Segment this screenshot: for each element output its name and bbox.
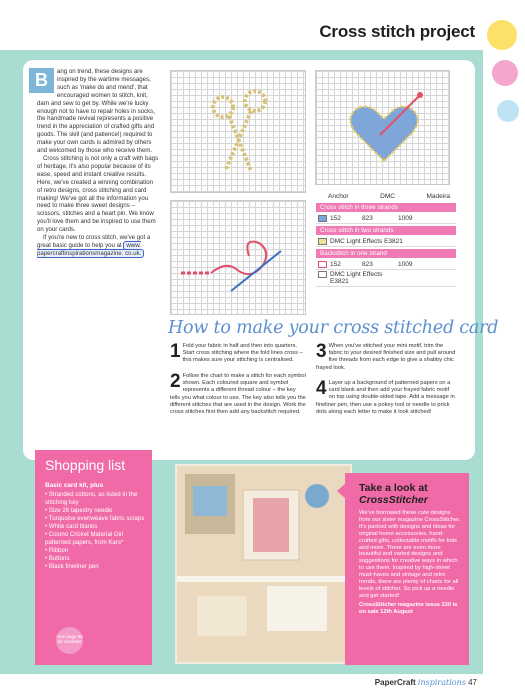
flower-decoration <box>492 60 518 86</box>
list-item: • Ribbon <box>45 547 146 555</box>
needle-chart <box>170 200 306 315</box>
key-header: Anchor DMC Madeira <box>328 193 450 200</box>
feature-body: We've borrowed these cute designs from our sister magazine CrossStitcher. It's packed with designs and ideas for original home accessories, hand-crafted gifts, collectable motifs for kids and more. There are even more beautiful and varied designs and suggestions for creative ways in which to use them. Inspired by high-street must-haves and vintage and retro trends, there are plenty of charts for all levels of stitcher. So pick up a needle and get started! <box>359 510 461 599</box>
howto-title: How to make your cross stitched card <box>168 318 499 338</box>
crossstitcher-feature <box>345 473 469 665</box>
grey-line-swatch-icon <box>318 271 327 278</box>
heart-motif <box>316 71 451 186</box>
scissors-chart <box>170 70 306 193</box>
page-footer: PaperCraft inspirations 47 <box>374 678 477 687</box>
gold-swatch-icon <box>318 238 327 245</box>
list-item: • Black fineliner pen <box>45 563 146 571</box>
scissors-motif <box>171 71 307 194</box>
craft-photo-illustration <box>177 466 350 662</box>
step-4: 4 Layer up a background of patterned papers on a card blank and then add your frayed fabric motif on top using double-sided tape. Add a message in fineliner pen, then use a pokey tool or needle to prick dots along each letter to make it look stitched! <box>316 378 455 415</box>
key-band: Backstitch in one strand <box>316 249 456 258</box>
craft-photo <box>175 464 352 664</box>
list-item: • Buttons <box>45 555 146 563</box>
dropcap: B <box>29 68 54 93</box>
list-item: • Cosmo Cricket Material Girl patterned papers, from Kars* <box>45 531 146 547</box>
arrow-left-icon <box>337 483 346 499</box>
key-row: 152 823 1009 <box>316 260 456 270</box>
magazine-link[interactable]: www. papercraftinspirationsmagazine. co.uk. <box>37 241 144 258</box>
stockists-tag: *see page 96 for stockists <box>56 627 83 654</box>
shopping-list <box>35 450 152 665</box>
red-line-swatch-icon <box>318 261 327 268</box>
shopping-items <box>35 491 152 571</box>
stitch-key <box>316 193 456 287</box>
page-title: Cross stitch project <box>319 22 475 41</box>
step-1: 1 Fold your fabric in half and then into quarters. Start cross stitching where the fold lines cross – this makes sure your stitching is centralised. <box>170 341 303 364</box>
key-row: DMC Light Effects E3821 <box>316 270 456 287</box>
shopping-list-subtitle: Basic card kit, plus <box>45 482 104 489</box>
flower-decoration <box>487 20 517 50</box>
flower-decoration <box>497 100 519 122</box>
list-item: • Turquoise evenweave fabric scraps <box>45 515 146 523</box>
blue-swatch-icon <box>318 215 327 222</box>
feature-title: Take a look at CrossStitcher <box>359 482 428 506</box>
intro-text: B ang on trend, these designs are inspired by the wartime messages, such as 'make do and mend', that encouraged women to stitch, knit, darn and sew to get by. While we're lucky enough not to have to repair holes in socks, the handmade revival represents a positive trend in the appreciation of crafted gifts and goods. The skill (and patience!) required to make your own cards is admired by others and welcomed by those who receive them. Cross stitching is not only a craft with bags of heritage, it's also popular because of its ease, speed and instant creative results. Here, we've created a winning combination of retro designs, cross stitching and card making! We've got all the information you need to make three sweet designs – scissors, stitches and a heart pin. We know you'll love them and be inspired to use them on your cards. If you're new to cross stitch, we've got a great basic guide to help you at www. papercraftinspirationsmagazine. co.uk. <box>37 68 159 258</box>
list-item: • Size 26 tapestry needle <box>45 507 146 515</box>
key-row: DMC Light Effects E3821 <box>316 237 456 247</box>
page-number: 47 <box>468 678 477 687</box>
shopping-list-title: Shopping list <box>45 457 126 473</box>
heart-chart <box>315 70 450 185</box>
key-band: Cross stitch in two strands <box>316 226 456 235</box>
list-item: • White card blanks <box>45 523 146 531</box>
key-row: 152 823 1009 <box>316 214 456 224</box>
needle-motif <box>171 201 307 316</box>
step-2: 2 Follow the chart to make a stitch for each symbol shown. Each coloured square and symbol represents a different thread colour – the key tells you what colour to use. The key also tells you the different stitches that are used in the design. Work the cross stitches first then add any backstitch required. <box>170 371 306 416</box>
key-band: Cross stitch in three strands <box>316 203 456 212</box>
list-item: • Stranded cottons, as listed in the stitching key <box>45 491 146 507</box>
feature-issue: CrossStitcher magazine issue 230 is on sale 12th August <box>359 601 458 615</box>
step-3: 3 When you've stitched your mini motif, trim the fabric to your desired finished size and pull around five threads from each edge to give a shabby chic frayed look. <box>316 341 456 371</box>
